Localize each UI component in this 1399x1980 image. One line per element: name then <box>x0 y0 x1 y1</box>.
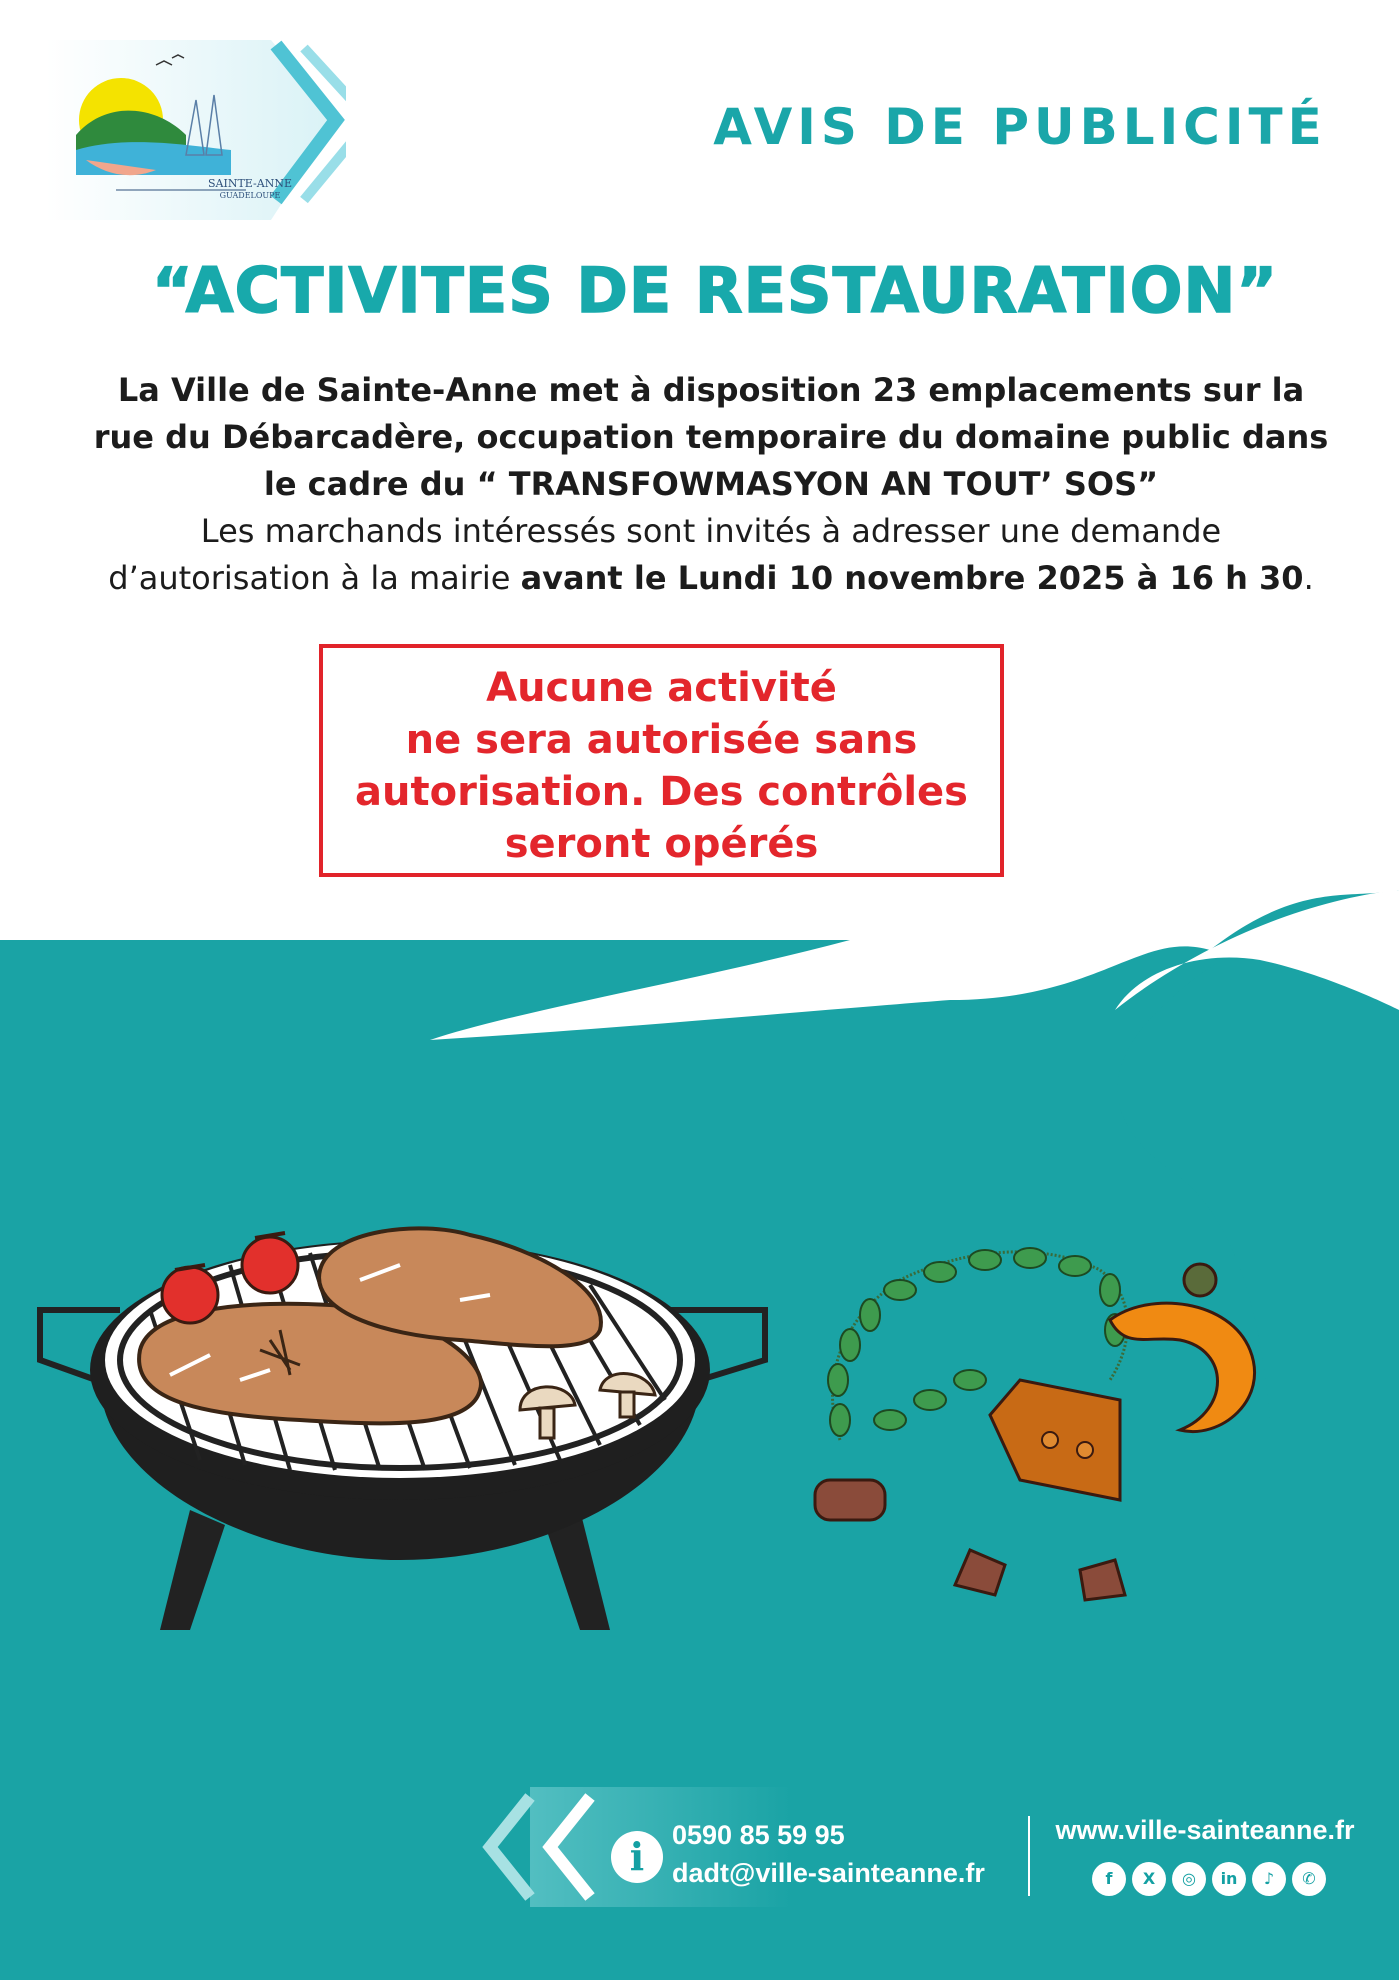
footer-website[interactable]: www.ville-sainteanne.fr <box>1055 1815 1355 1845</box>
body-line-5-suffix: . <box>1303 559 1314 597</box>
warning-line-1: Aucune activité <box>486 665 837 711</box>
tiktok-icon[interactable]: ♪ <box>1252 1862 1286 1896</box>
jewelry-illustration <box>815 1248 1255 1600</box>
instagram-icon[interactable]: ◎ <box>1172 1862 1206 1896</box>
facebook-icon[interactable]: f <box>1092 1862 1126 1896</box>
body-line-1: La Ville de Sainte-Anne met à disposition 23 emplacements sur la <box>117 371 1305 409</box>
body-line-3: le cadre du “ TRANSFOWMASYON AN TOUT’ SOS” <box>263 465 1159 503</box>
body-line-4: Les marchands intéressés sont invités à adresser une demande <box>200 512 1222 550</box>
body-line-5-prefix: d’autorisation à la mairie <box>108 559 521 597</box>
social-icons <box>1092 1862 1326 1896</box>
logo-town: SAINTE-ANNE <box>208 177 292 190</box>
deadline: avant le Lundi 10 novembre 2025 à 16 h 30 <box>520 559 1304 597</box>
warning-box <box>319 644 1004 877</box>
logo-region: GUADELOUPE <box>219 191 281 200</box>
body-line-2: rue du Débarcadère, occupation temporaire du domaine public dans <box>93 418 1329 456</box>
footer-email[interactable]: dadt@ville-sainteanne.fr <box>672 1858 985 1888</box>
warning-line-3: autorisation. Des contrôles <box>355 769 968 815</box>
x-icon[interactable]: X <box>1132 1862 1166 1896</box>
logo-caption <box>160 178 340 202</box>
notice-body <box>46 367 1376 602</box>
footer-phone[interactable]: 0590 85 59 95 <box>672 1820 845 1850</box>
warning-line-2: ne sera autorisée sans <box>405 717 918 763</box>
grill-illustration <box>40 1228 765 1630</box>
whatsapp-icon[interactable]: ✆ <box>1292 1862 1326 1896</box>
info-icon: i <box>611 1831 663 1883</box>
linkedin-icon[interactable]: in <box>1212 1862 1246 1896</box>
body-line-5 <box>46 555 1376 602</box>
main-title: “ACTIVITES DE RESTAURATION” <box>151 254 1279 327</box>
footer-divider <box>1028 1816 1030 1896</box>
warning-line-4: seront opérés <box>504 821 819 867</box>
notice-title: AVIS DE PUBLICITÉ <box>713 98 1327 156</box>
illustration <box>0 1180 1399 1700</box>
